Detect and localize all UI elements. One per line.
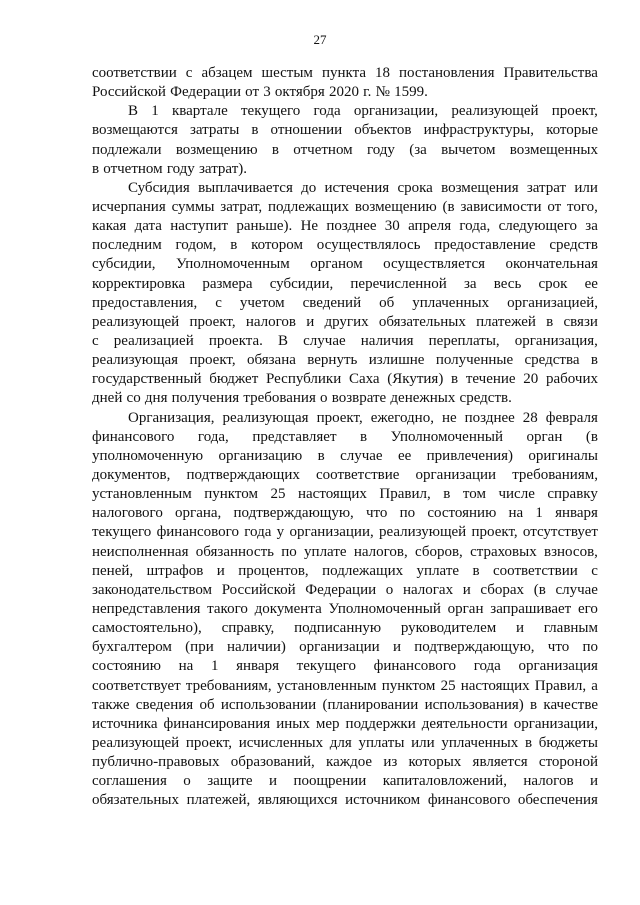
text-line: подлежали возмещению в отчетном году (за вычетом возмещенных (92, 141, 598, 158)
text-line: с реализацией проекта. В случае наличия переплаты, организация, (92, 332, 598, 349)
text-line: бухгалтером (при наличии) организации и подтверждающую, что по (92, 639, 598, 656)
text-line: Организация, реализующая проект, ежегодно, не позднее 28 февраля (128, 409, 598, 426)
text-line: дней со дня получения требования о возврате денежных средств. (92, 390, 512, 407)
text-line: соответствует требованиям, установленным пунктом 25 настоящих Правил, а (92, 677, 598, 694)
text-line: реализующей проект, исчисленных для уплаты или уплаченных в бюджеты (92, 734, 598, 751)
page-number: 27 (313, 32, 327, 47)
body-text (92, 64, 598, 810)
text-line: установленным пунктом 25 настоящих Правил, в том числе справку (92, 486, 598, 503)
text-line: непредставления такого документа Уполномоченный орган запрашивает его (92, 600, 598, 617)
text-line: текущего финансового года у организации, реализующей проект, отсутствует (92, 524, 598, 541)
text-line: соответствии с абзацем шестым пункта 18 постановления Правительства (92, 65, 598, 81)
text-line: налогового органа, подтверждающую, что по состоянию на 1 января (92, 505, 598, 522)
text-line: пеней, штрафов и процентов, подлежащих уплате в соответствии с (92, 562, 598, 579)
text-line: документов, подтверждающих соответствие организации требованиям, (92, 466, 598, 483)
text-line: источника финансирования иных мер поддержки деятельности организации, (92, 715, 598, 732)
text-line: исчерпания суммы затрат, подлежащих возмещению (в зависимости от того, (92, 198, 598, 215)
paragraph (92, 102, 598, 179)
text-line: публично-правовых образований, каждое из которых является стороной (92, 754, 598, 771)
text-line: в отчетном году затрат). (92, 160, 248, 177)
text-line: Российской Федерации от 3 октября 2020 г. № 1599. (92, 84, 428, 101)
text-line: возмещаются затраты в отношении объектов инфраструктуры, которые (92, 122, 598, 139)
text-line: состоянию на 1 января текущего финансового года организация (92, 658, 598, 675)
text-line: законодательством Российской Федерации о налогах и сборах (в случае (92, 581, 598, 598)
text-line: субсидии, Уполномоченным органом осуществляется окончательная (92, 256, 598, 273)
paragraph (92, 179, 598, 409)
text-line: В 1 квартале текущего года организации, реализующей проект, (128, 103, 598, 120)
text-line: какая дата наступит раньше). Не позднее 30 апреля года, следующего за (92, 218, 598, 235)
text-line: последним годом, в котором осуществлялось предоставление средств (92, 237, 598, 254)
paragraph (92, 409, 598, 811)
text-line: предоставления, с учетом сведений об уплаченных организацией, (92, 294, 598, 311)
text-line: соглашения о защите и поощрении капиталовложений, налогов и (92, 773, 598, 790)
text-line: реализующей проект, налогов и других обязательных платежей в связи (92, 313, 598, 330)
text-line: неисполненная обязанность по уплате налогов, сборов, страховых взносов, (92, 543, 598, 560)
text-line: Субсидия выплачивается до истечения срока возмещения затрат или (128, 179, 598, 196)
text-line: корректировка размера субсидии, перечисленной за весь срок ее (92, 275, 598, 292)
text-line: финансового года, представляет в Уполномоченный орган (в (92, 428, 598, 445)
text-line: реализующая проект, обязана вернуть излишне полученные средства в (92, 352, 598, 369)
text-line: также сведения об использовании (планировании использования) в качестве (92, 696, 598, 713)
text-line: государственный бюджет Республики Саха (Якутия) в течение 20 рабочих (92, 371, 598, 388)
text-line: обязательных платежей, являющихся источником финансового обеспечения (92, 792, 598, 809)
paragraph (92, 64, 598, 102)
text-line: самостоятельно), справку, подписанную руководителем и главным (92, 620, 598, 637)
text-line: уполномоченную организацию в случае ее привлечения) оригиналы (92, 447, 598, 464)
